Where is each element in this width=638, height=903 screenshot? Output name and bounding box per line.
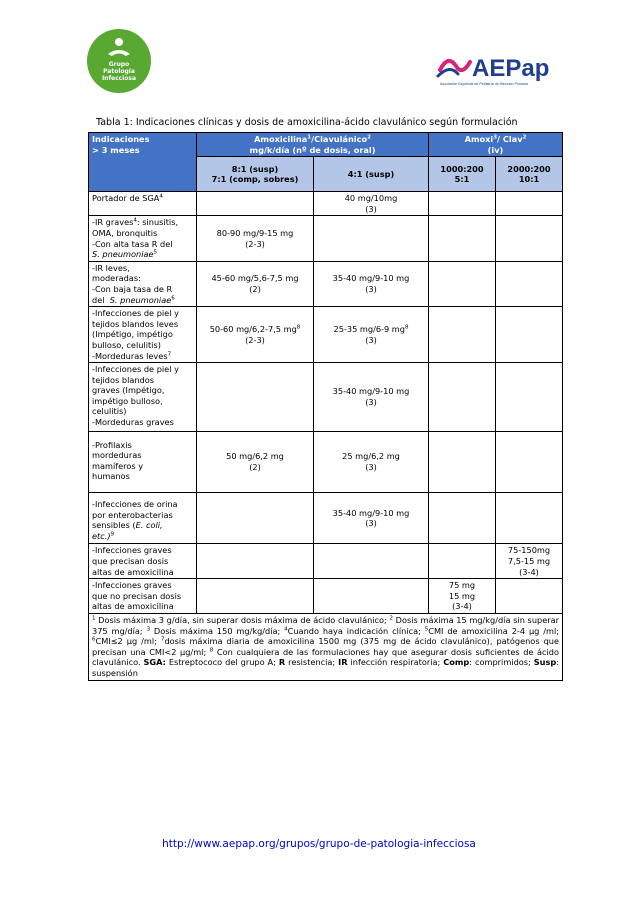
table-row — [89, 431, 563, 492]
cell-1000 — [429, 493, 496, 544]
header-4-1: 4:1 (susp) — [314, 157, 429, 192]
row-label: Portador de SGA$^4$ — [89, 192, 197, 216]
logo-line-1: Grupo — [108, 61, 130, 68]
header-row-1 — [89, 133, 563, 157]
cell-4-1: 40 mg/10mg (3) — [314, 192, 429, 216]
cell-2000 — [496, 192, 563, 216]
cell-8-1 — [197, 579, 314, 614]
cell-2000 — [496, 493, 563, 544]
row-label: -Infecciones graves que no precisan dosis altas de amoxicilina — [89, 579, 197, 614]
table-row — [89, 363, 563, 432]
row-label: -IR leves, moderadas: -Con baja tasa de R del S. pneumoniae$^6$ — [89, 261, 197, 306]
table-row — [89, 192, 563, 216]
table-row — [89, 216, 563, 261]
cell-2000 — [496, 579, 563, 614]
table-caption: Tabla 1: Indicaciones clínicas y dosis de amoxicilina-ácido clavulánico según formulación — [96, 117, 518, 128]
row-label: -Infecciones de orina por enterobacterias sensibles (E. coli, etc.)$^9$ — [89, 493, 197, 544]
footnote: $^1$ Dosis máxima 3 g/día, sin superar dosis máxima de ácido clavulánico; $^2$ Dosis máxima 15 mg/kg/día sin superar 375 mg/día; $^3$ Dosis máxima 150 mg/kg/día; $^4$Cuando haya indicación clínica; $^5$CMI de amoxicilina 2-4 µg /ml; $^6$CMI≤2 µg /ml; $^7$dosis máxima diaria de amoxicilina 1500 mg (375 mg de ácido clavulánico), patógenos que precisan una CMI<2 µg/ml; $^8$ Con cualquiera de las formulaciones hay que asegurar dosis suficientes de ácido clavulánico. SGA: Estreptococo del grupo A; R resistencia; IR infección respiratoria; Comp: comprimidos; Susp: suspensión — [89, 613, 563, 680]
cell-4-1 — [314, 579, 429, 614]
cell-8-1 — [197, 192, 314, 216]
cell-1000 — [429, 431, 496, 492]
cell-1000 — [429, 363, 496, 432]
aepap-wordmark: AEPap — [472, 55, 550, 82]
header-2000-200: 2000:200 10:1 — [496, 157, 563, 192]
row-label: -IR graves$^4$: sinusitis, OMA, bronquitis -Con alta tasa R del S. pneumoniae$^5$ — [89, 216, 197, 261]
cell-8-1: 45-60 mg/5,6-7,5 mg (2) — [197, 261, 314, 306]
header-indications: Indicaciones > 3 meses — [89, 133, 197, 192]
cell-1000 — [429, 261, 496, 306]
cell-2000 — [496, 261, 563, 306]
table-row — [89, 493, 563, 544]
row-label: -Profilaxis mordeduras mamíferos y humanos — [89, 431, 197, 492]
table-row — [89, 261, 563, 306]
grupo-patologia-infecciosa-logo — [86, 28, 152, 94]
cell-8-1 — [197, 544, 314, 579]
header-oral: Amoxicilina$^1$/Clavulánico$^2$ mg/k/día (nº de dosis, oral) — [197, 133, 429, 157]
cell-4-1: 35-40 mg/9-10 mg (3) — [314, 493, 429, 544]
cell-4-1 — [314, 216, 429, 261]
cell-8-1: 80-90 mg/9-15 mg (2-3) — [197, 216, 314, 261]
logo-line-3: Infecciosa — [101, 75, 137, 82]
cell-1000 — [429, 192, 496, 216]
cell-2000 — [496, 216, 563, 261]
footnote-row — [89, 613, 563, 680]
cell-2000: 75-150mg 7,5-15 mg (3-4) — [496, 544, 563, 579]
aepap-logo — [434, 48, 574, 88]
header-1000-200: 1000:200 5:1 — [429, 157, 496, 192]
footer-link[interactable]: http://www.aepap.org/grupos/grupo-de-patologia-infecciosa — [162, 838, 476, 850]
table-row — [89, 579, 563, 614]
cell-1000 — [429, 216, 496, 261]
header-iv: Amoxi$^3$/ Clav$^2$ (iv) — [429, 133, 563, 157]
logo-line-2: Patología — [103, 68, 135, 75]
cell-4-1: 35-40 mg/9-10 mg (3) — [314, 363, 429, 432]
header-8-1: 8:1 (susp) 7:1 (comp, sobres) — [197, 157, 314, 192]
row-label: -Infecciones graves que precisan dosis altas de amoxicilina — [89, 544, 197, 579]
aepap-tagline: Asociación Española de Pediatría de Atención Primaria — [440, 82, 528, 86]
dosage-table — [88, 132, 563, 681]
row-label: -Infecciones de piel y tejidos blandos leves (Impétigo, impétigo bulloso, celulitis) -Mordeduras leves$^7$ — [89, 307, 197, 363]
cell-1000 — [429, 544, 496, 579]
row-label: -Infecciones de piel y tejidos blandos graves (Impétigo, impétigo bulloso, celulitis) -Mordeduras graves — [89, 363, 197, 432]
cell-8-1: 50 mg/6,2 mg (2) — [197, 431, 314, 492]
cell-4-1: 35-40 mg/9-10 mg (3) — [314, 261, 429, 306]
cell-2000 — [496, 307, 563, 363]
cell-4-1: 25 mg/6,2 mg (3) — [314, 431, 429, 492]
table-row — [89, 544, 563, 579]
table-row — [89, 307, 563, 363]
cell-1000 — [429, 307, 496, 363]
cell-2000 — [496, 363, 563, 432]
cell-2000 — [496, 431, 563, 492]
cell-1000: 75 mg 15 mg (3-4) — [429, 579, 496, 614]
cell-4-1: 25-35 mg/6-9 $mg^8$ (3) — [314, 307, 429, 363]
cell-8-1 — [197, 493, 314, 544]
cell-4-1 — [314, 544, 429, 579]
cell-8-1 — [197, 363, 314, 432]
cell-8-1: 50-60 mg/6,2-7,5 $mg^8$ (2-3) — [197, 307, 314, 363]
